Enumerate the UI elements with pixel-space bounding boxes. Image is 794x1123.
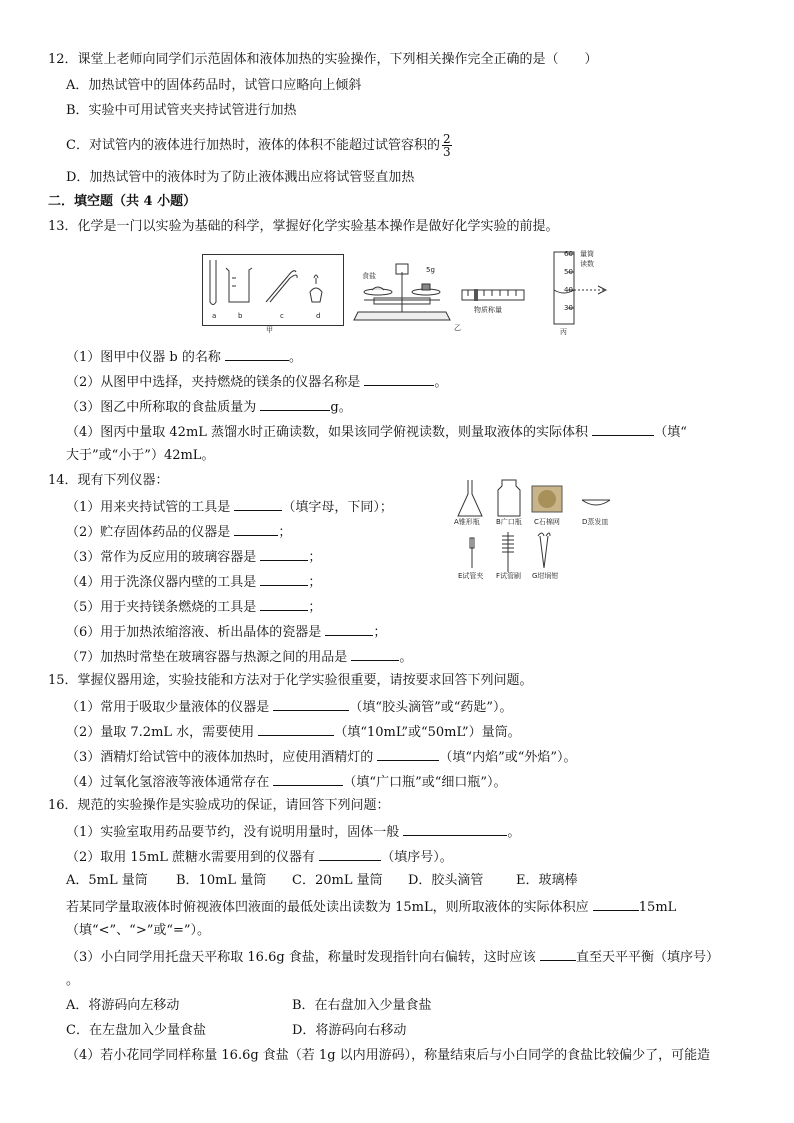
answer-blank[interactable] (592, 422, 654, 436)
q14-item-3 (66, 547, 321, 567)
answer-blank[interactable] (260, 397, 330, 411)
label-apparatus-e: E试管夹 (458, 572, 484, 580)
q14-stem: 14．现有下列仪器： (48, 473, 169, 488)
q16-part2-followup-text: 若某同学量取液体时俯视液体凹液面的最低处读出读数为 15mL，则所取液体的实际体积应 (66, 900, 589, 915)
answer-blank[interactable] (234, 497, 282, 511)
salt-label: 食盐 (362, 272, 376, 280)
figure-yi-subcaption: 物质称量 (474, 306, 502, 314)
q16-part4: （4）若小花同学同样称量 16.6g 食盐（若 1g 以内用游码），称量结束后与小白同学的食盐比较偏少了，可能造 (66, 1048, 711, 1063)
q15-item-text: （2）量取 7.2mL 水，需要使用 (66, 725, 255, 740)
answer-blank[interactable] (325, 622, 373, 636)
q15-item-end: （填“内焰”或“外焰”）。 (439, 750, 577, 765)
q16-part2-text: （2）取用 15mL 蔗糖水需要用到的仪器有 (66, 850, 316, 865)
answer-blank[interactable] (364, 372, 434, 386)
answer-blank[interactable] (260, 572, 308, 586)
label-c: c (280, 312, 284, 320)
tongs-icon (266, 271, 297, 302)
q14-item-end: ； (308, 550, 322, 565)
test-tube-holder-icon (470, 538, 474, 568)
q14-item-text: （6）用于加热浓缩溶液、析出晶体的瓷器是 (66, 625, 322, 640)
q14-item-end: （填字母，下同）； (282, 500, 393, 515)
q14-item-end: 。 (399, 650, 413, 665)
evaporating-dish-icon (582, 500, 610, 505)
q12-option-c (66, 133, 452, 158)
test-tube-icon (210, 260, 216, 305)
note-cylinder: 量筒 (580, 250, 594, 258)
figure-jia-frame (203, 255, 344, 326)
label-apparatus-g: G坩埚钳 (532, 572, 559, 580)
alcohol-lamp-icon (310, 275, 322, 302)
q16-part3-option-a: A．将游码向左移动 (66, 998, 180, 1013)
crucible-tongs-icon (538, 533, 550, 568)
q14-item-text: （5）用于夹持镁条燃烧的工具是 (66, 600, 257, 615)
q16-part3 (66, 947, 719, 967)
q16-part2-unit: 15mL (638, 900, 677, 915)
label-apparatus-b: B广口瓶 (496, 518, 522, 526)
q14-item-end: ； (373, 625, 387, 640)
q15-stem: 15．掌握仪器用途，实验技能和方法对于化学实验很重要，请按要求回答下列问题。 (48, 673, 533, 688)
weight-icon (422, 284, 430, 290)
q16-part2-followup (66, 897, 676, 917)
q16-part3-period: 。 (66, 973, 80, 988)
q13-part4-cont: 大于”或“小于”）42mL。 (66, 448, 215, 463)
q16-stem: 16．规范的实验操作是实验成功的保证，请回答下列问题： (48, 798, 390, 813)
label-a: a (212, 312, 217, 320)
beaker-icon (226, 268, 252, 302)
q16-part2-hint: （填“<”、“>”或“=”）。 (66, 923, 211, 938)
q16-option-b: B．10mL 量筒 (176, 873, 267, 888)
label-d: d (316, 312, 321, 320)
section-heading: 二．填空题（共 4 小题） (48, 194, 197, 209)
answer-blank[interactable] (351, 647, 399, 661)
answer-blank[interactable] (260, 547, 308, 561)
q14-item-4 (66, 572, 321, 592)
label-b: b (238, 312, 243, 320)
q13-part4 (66, 422, 687, 442)
q16-option-d: D．胶头滴管 (408, 873, 484, 888)
q16-option-e: E．玻璃棒 (516, 873, 578, 888)
q12-option-c-text: C．对试管内的液体进行加热时，液体的体积不能超过试管容积的 (66, 138, 440, 153)
q14-item-text: （1）用来夹持试管的工具是 (66, 500, 231, 515)
q15-item-end: （填“10mL”或“50mL”）量筒。 (334, 725, 521, 740)
q13-stem: 13．化学是一门以实验为基础的科学，掌握好化学实验基本操作是做好化学实验的前提。 (48, 219, 559, 234)
caption-yi: 乙 (454, 324, 461, 332)
fraction (442, 133, 452, 158)
conical-flask-icon (458, 480, 482, 516)
label-apparatus-d: D蒸发皿 (582, 518, 609, 526)
label-apparatus-a: A锥形瓶 (454, 518, 480, 526)
q13-part1 (66, 347, 302, 367)
caption-jia: 甲 (266, 326, 273, 334)
q14-item-text: （4）用于洗涤仪器内壁的工具是 (66, 575, 257, 590)
q14-item-text: （3）常作为反应用的玻璃容器是 (66, 550, 257, 565)
q14-item-5 (66, 597, 321, 617)
tick-40: 40 (564, 286, 573, 294)
fraction-denominator: 3 (442, 145, 451, 159)
note-reading: 读数 (580, 260, 594, 268)
answer-blank[interactable] (258, 722, 334, 736)
q16-part1 (66, 822, 520, 842)
q13-part4-text: （4）图丙中量取 42mL 蒸馏水时正确读数，如果该同学俯视读数，则量取液体的实际体积 (66, 425, 589, 440)
q15-item-text: （1）常用于吸取少量液体的仪器是 (66, 700, 270, 715)
q12-option-b: B．实验中可用试管夹夹持试管进行加热 (66, 103, 297, 118)
q13-part2-end: 。 (434, 375, 448, 390)
q15-item-end: （填“广口瓶”或“细口瓶”）。 (343, 775, 507, 790)
q13-part2 (66, 372, 447, 392)
q13-part1-end: 。 (289, 350, 303, 365)
q13-part4-fill: （填“ (654, 425, 687, 440)
figure-yi-balance (350, 254, 530, 334)
figure-bing-cylinder (540, 246, 620, 338)
tick-50: 50 (564, 268, 573, 276)
q13-part3-end: g。 (330, 400, 352, 415)
q14-item-2 (66, 522, 291, 542)
q16-part3-option-d: D．将游码向右移动 (292, 1023, 407, 1038)
q16-part2-end: （填序号）。 (381, 850, 453, 865)
q13-part1-text: （1）图甲中仪器 b 的名称 (66, 350, 221, 365)
q14-item-1 (66, 497, 393, 517)
q14-item-6 (66, 622, 386, 642)
q15-item-end: （填“胶头滴管”或“药匙”）。 (349, 700, 513, 715)
q16-part2 (66, 847, 453, 867)
rider-scale (462, 290, 524, 300)
q16-part3-option-c: C．在左盘加入少量食盐 (66, 1023, 206, 1038)
wide-mouth-bottle-icon (498, 480, 520, 516)
q15-item-text: （3）酒精灯给试管中的液体加热时，应使用酒精灯的 (66, 750, 374, 765)
figure-apparatus-set (452, 476, 622, 584)
answer-blank[interactable] (403, 822, 507, 836)
answer-blank[interactable] (540, 947, 576, 961)
q16-part3-end: 直至天平平衡（填序号） (575, 950, 719, 965)
answer-blank[interactable] (273, 772, 343, 786)
q14-item-text: （7）加热时常垫在玻璃容器与热源之间的用品是 (66, 650, 348, 665)
weight-label: 5g (426, 266, 435, 274)
q14-item-7 (66, 647, 412, 667)
answer-blank[interactable] (273, 697, 349, 711)
tick-30: 30 (564, 304, 573, 312)
q15-item-text: （4）过氧化氢溶液等液体通常存在 (66, 775, 270, 790)
answer-blank[interactable] (593, 897, 639, 911)
q15-item-4 (66, 772, 507, 792)
q16-part3-option-b: B．在右盘加入少量食盐 (292, 998, 432, 1013)
answer-blank[interactable] (234, 522, 278, 536)
q16-option-a: A．5mL 量筒 (66, 873, 148, 888)
q13-part2-text: （2）从图甲中选择，夹持燃烧的镁条的仪器名称是 (66, 375, 361, 390)
q14-item-end: ； (278, 525, 292, 540)
q13-part3 (66, 397, 352, 417)
caption-bing: 丙 (560, 328, 567, 336)
label-apparatus-c: C石棉网 (534, 518, 560, 526)
q15-item-2 (66, 722, 521, 742)
q14-item-end: ； (308, 600, 322, 615)
q12-option-d: D．加热试管中的液体时为了防止液体溅出应将试管竖直加热 (66, 170, 415, 185)
q16-part1-text: （1）实验室取用药品要节约，没有说明用量时，固体一般 (66, 825, 400, 840)
answer-blank[interactable] (225, 347, 289, 361)
q13-part3-text: （3）图乙中所称取的食盐质量为 (66, 400, 257, 415)
q16-part3-text: （3）小白同学用托盘天平称取 16.6g 食盐，称量时发现指针向右偏转，这时应该 (66, 950, 536, 965)
q12-option-a: A．加热试管中的固体药品时，试管口应略向上倾斜 (66, 78, 362, 93)
q12-stem: 12．课堂上老师向同学们示范固体和液体加热的实验操作，下列相关操作完全正确的是（ ） (48, 52, 598, 67)
balance-base (354, 312, 450, 320)
q15-item-1 (66, 697, 513, 717)
q15-item-3 (66, 747, 577, 767)
q14-item-end: ； (308, 575, 322, 590)
q16-option-c: C．20mL 量筒 (292, 873, 383, 888)
fraction-numerator: 2 (442, 132, 451, 146)
answer-blank[interactable] (377, 747, 439, 761)
figure-jia-apparatus (202, 254, 344, 334)
q14-item-text: （2）贮存固体药品的仪器是 (66, 525, 231, 540)
q16-part1-end: 。 (507, 825, 521, 840)
answer-blank[interactable] (260, 597, 308, 611)
tick-60: 60 (564, 250, 573, 258)
label-apparatus-f: F试管刷 (496, 572, 522, 580)
answer-blank[interactable] (319, 847, 381, 861)
